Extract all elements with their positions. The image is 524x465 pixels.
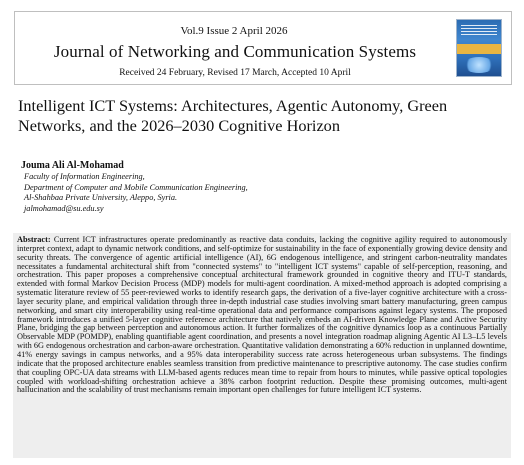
- received-dates: Received 24 February, Revised 17 March, Accepted 10 April: [119, 68, 351, 78]
- affiliation-department: Department of Computer and Mobile Communication Engineering,: [24, 182, 248, 192]
- paper-title: Intelligent ICT Systems: Architectures, Agentic Autonomy, Green Networks, and the 2026–2030 Cognitive Horizon: [18, 96, 448, 135]
- author-email: jalmohamad@su.edu.sy: [24, 203, 104, 213]
- abstract-box: [13, 233, 511, 458]
- affiliation-faculty: Faculty of Information Engineering,: [24, 172, 145, 181]
- cover-art: [463, 57, 495, 73]
- cover-band: [457, 44, 501, 54]
- affiliation-university: Al-Shahbaa Private University, Aleppo, Syria.: [24, 193, 178, 202]
- journal-cover-image: [456, 19, 502, 77]
- abstract-text: Current ICT infrastructures operate predominantly as reactive data conduits, lacking the cognitive agility required to autonomously interpret context, adapt to dynamic network conditions, and self-optimize for sustainability in the face of exponentially growing device density and security threats. The convergence of agentic artificial intelligence (AI), 6G endogenous intelligence, and stringent carbon-neutrality mandates necessitates a fundamental architectural shift from "connected systems" to "intelligent ICT systems" capable of self-perception, reasoning, and orchestration. This paper proposes a comprehensive conceptual architectural framework grounded in cognitive theory and ITU-T standards, extended with formal Markov Decision Process (MDP) models for multi-agent coordination. A mixed-method approach is adopted comprising a systematic literature review of 55 peer-reviewed works to identify research gaps, the derivation of a five-layer cognitive architecture with a cross-layer security plane, and empirical validation through three in-depth industrial case studies involving smart battery manufacturing, green campus networking, and smart city interoperability using real-time operational data and performance comparisons against legacy systems. The proposed framework introduces a unified 5-layer cognitive reference architecture that natively embeds an AI-driven Knowledge Plane and Active Security Plane, bridging the gap between perception and autonomous action. It further formalizes of the cognitive dynamics loop as a continuous Partially Observable MDP (POMDP), enabling quantifiable agent coordination, and presents a novel integration roadmap aligning Agentic AI L3–L5 levels with 6G endogenous orchestration and carbon-aware orchestration. Quantitative validation demonstrating a 60% reduction in unplanned downtime, 41% energy savings in campus networks, and a 95% data interoperability success rate across heterogeneous urban subsystems. The findings indicate that the proposed architecture enables seamless transition from predictive maintenance to prescriptive autonomy. The case studies confirm that coupling OPC-UA data streams with LLM-based agents reduces mean time to repair from hours to minutes, while passive optical topologies coupled with workload-shifting orchestration achieve a 38% carbon footprint reduction. Despite these promising outcomes, multi-agent hallucination and the scalability of trust mechanisms remain important open challenges for future intelligent ICT systems.: [17, 235, 507, 395]
- cover-title-lines: [461, 25, 497, 37]
- abstract-label: Abstract:: [17, 235, 51, 244]
- volume-issue: Vol.9 Issue 2 April 2026: [180, 25, 288, 37]
- journal-title: Journal of Networking and Communication Systems: [53, 42, 417, 61]
- author-name: Jouma Ali Al-Mohamad: [21, 160, 124, 171]
- journal-header: [14, 11, 512, 85]
- author-block: [21, 160, 421, 214]
